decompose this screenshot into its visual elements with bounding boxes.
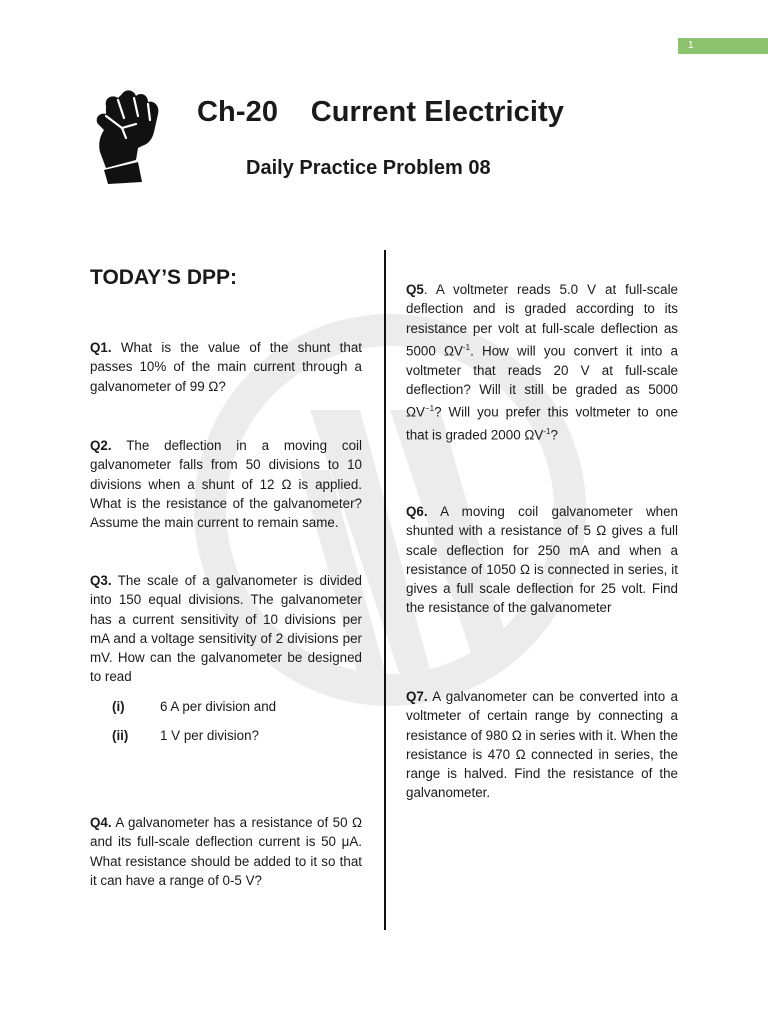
question-q3 (90, 571, 362, 687)
raised-fist-icon (92, 88, 164, 184)
question-label: Q1. (90, 340, 112, 355)
question-text: ? (550, 427, 558, 443)
page-number-tab: 1 (678, 38, 768, 54)
question-text: A galvanometer can be converted into a voltmeter of certain range by connecting a resistance of 980 Ω in series with it. When the resistance is 470 Ω connected in series, the range is halved. Find the resistance of the galvanometer. (406, 689, 678, 801)
question-text: A galvanometer has a resistance of 50 Ω and its full-scale deflection current is 50 μA. What resistance should be added to it so that it can have a range of 0-5 V? (90, 815, 362, 888)
superscript: −1 (424, 404, 435, 414)
question-text: The scale of a galvanometer is divided into 150 equal divisions. The galvanometer has a current sensitivity of 10 divisions per mA and a voltage sensitivity of 2 divisions per mV. How can the galvanometer be designed to read (90, 573, 362, 685)
question-text: A moving coil galvanometer when shunted with a resistance of 5 Ω gives a full scale deflection for 250 mA and when a resistance of 1050 Ω is connected in series, it gives a full scale deflection for 25 volt. Find the resistance of the galvanometer (406, 504, 678, 616)
question-label: Q6. (406, 504, 428, 519)
question-label: Q5 (406, 282, 424, 297)
question-label: Q7. (406, 689, 428, 704)
question-text: What is the value of the shunt that passes 10% of the main current through a galvanometer of 99 Ω? (90, 340, 362, 394)
question-label: Q4. (90, 815, 112, 830)
question-q1 (90, 338, 362, 396)
question-text: . How will you convert it into a voltmeter that reads 20 V at full-scale deflection? Will it still be graded as 5000 ΩV (406, 343, 679, 420)
part-text: 6 A per division and (160, 699, 277, 714)
question-label: Q3. (90, 573, 112, 588)
question-q3-part-ii (112, 726, 352, 745)
part-label: (i) (112, 699, 125, 714)
question-text: ? Will you prefer this voltmeter to one that is graded 2000 ΩV (406, 404, 678, 443)
superscript: -1 (543, 427, 551, 437)
question-label: Q2. (90, 438, 112, 453)
question-text: . A voltmeter reads 5.0 V at full-scale deflection and is graded according to its resistance per volt at full-scale deflection as 5000 ΩV (406, 282, 678, 359)
question-q3-part-i (112, 697, 352, 716)
question-q6 (406, 502, 678, 618)
question-text: The deflection in a moving coil galvanometer falls from 50 divisions to 10 divisions when a shunt of 12 Ω is applied. What is the resistance of the galvanometer? Assume the main current to remain same. (90, 438, 362, 531)
question-q4 (90, 813, 362, 890)
question-q2 (90, 436, 362, 532)
practice-problem-subtitle: Daily Practice Problem 08 (246, 157, 491, 179)
section-heading: TODAY’S DPP: (90, 266, 238, 289)
superscript: -1 (462, 342, 471, 352)
part-text: 1 V per division? (160, 728, 259, 743)
column-divider (384, 250, 386, 930)
question-q7 (406, 687, 678, 803)
question-q5 (406, 280, 678, 445)
part-label: (ii) (112, 728, 129, 743)
chapter-title: Ch-20 Current Electricity (197, 96, 565, 128)
